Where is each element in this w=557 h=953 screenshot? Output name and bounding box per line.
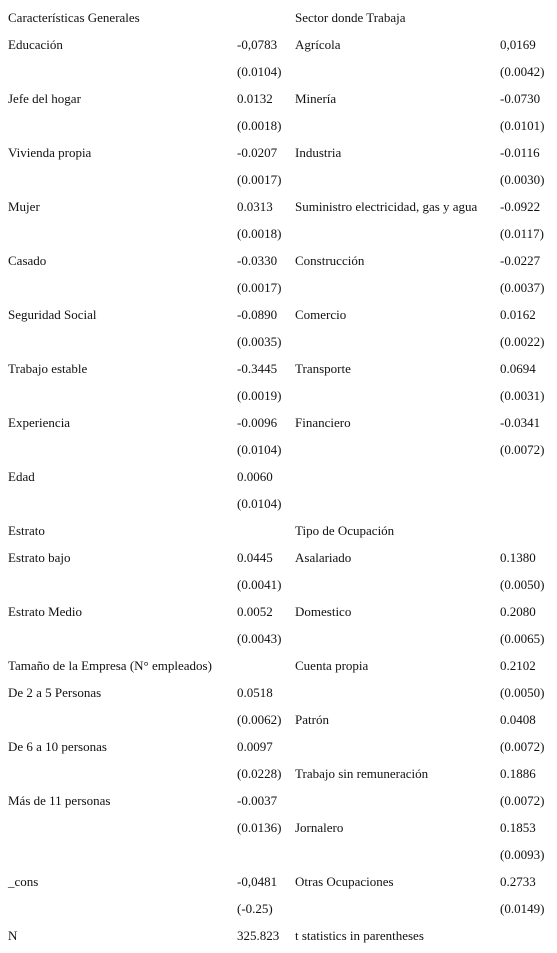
sector-label: Domestico bbox=[295, 604, 352, 619]
coefficient: (0.0104) bbox=[237, 442, 282, 457]
sector-coefficient: (0.0022) bbox=[500, 334, 545, 349]
row-label: Tamaño de la Empresa (N° empleados) bbox=[8, 658, 212, 673]
coefficient: -0,0481 bbox=[237, 874, 278, 889]
sector-coefficient: (0.0149) bbox=[500, 901, 545, 916]
sector-coefficient: -0.0116 bbox=[500, 145, 540, 160]
sector-label: Sector donde Trabaja bbox=[295, 10, 406, 25]
sector-label: Construcción bbox=[295, 253, 365, 268]
coefficient: 0.0060 bbox=[237, 469, 273, 484]
table-row bbox=[0, 814, 557, 841]
coefficient: (0.0136) bbox=[237, 820, 282, 835]
row-label: De 6 a 10 personas bbox=[8, 739, 107, 754]
coefficient: (0.0062) bbox=[237, 712, 282, 727]
table-row bbox=[0, 841, 557, 868]
table-row bbox=[0, 4, 557, 31]
row-label: Vivienda propia bbox=[8, 145, 92, 160]
table-row bbox=[0, 409, 557, 436]
sector-coefficient: (0.0037) bbox=[500, 280, 545, 295]
sector-label: Minería bbox=[295, 91, 337, 106]
table-row bbox=[0, 328, 557, 355]
coefficient: 325.823 bbox=[237, 928, 280, 943]
coefficient: -0,0783 bbox=[237, 37, 278, 52]
table-row bbox=[0, 679, 557, 706]
sector-coefficient: (0.0030) bbox=[500, 172, 545, 187]
row-label: Educación bbox=[8, 37, 63, 52]
coefficient: (0.0041) bbox=[237, 577, 282, 592]
row-label: Casado bbox=[8, 253, 47, 268]
coefficient: (0.0043) bbox=[237, 631, 282, 646]
table-row bbox=[0, 733, 557, 760]
sector-coefficient: 0.2733 bbox=[500, 874, 536, 889]
coefficient: (0.0228) bbox=[237, 766, 282, 781]
row-label: De 2 a 5 Personas bbox=[8, 685, 102, 700]
coefficient: (0.0018) bbox=[237, 226, 282, 241]
coefficient: 0.0445 bbox=[237, 550, 273, 565]
row-label: Estrato Medio bbox=[8, 604, 83, 619]
sector-label: Jornalero bbox=[295, 820, 344, 835]
table-row bbox=[0, 274, 557, 301]
table-row bbox=[0, 625, 557, 652]
sector-label: t statistics in parentheses bbox=[295, 928, 424, 943]
coefficient: 0.0097 bbox=[237, 739, 273, 754]
table-row bbox=[0, 220, 557, 247]
sector-coefficient: (0.0065) bbox=[500, 631, 545, 646]
sector-coefficient: (0.0050) bbox=[500, 577, 545, 592]
sector-coefficient: 0.1380 bbox=[500, 550, 536, 565]
sector-coefficient: 0.0162 bbox=[500, 307, 536, 322]
table-row bbox=[0, 247, 557, 274]
sector-coefficient: (0.0072) bbox=[500, 793, 545, 808]
coefficient: 0.0132 bbox=[237, 91, 273, 106]
coefficient: -0.3445 bbox=[237, 361, 278, 376]
row-label: Experiencia bbox=[8, 415, 71, 430]
sector-coefficient: (0.0042) bbox=[500, 64, 545, 79]
sector-coefficient: 0.2080 bbox=[500, 604, 536, 619]
table-row bbox=[0, 166, 557, 193]
table-row bbox=[0, 868, 557, 895]
regression-results-table bbox=[0, 4, 557, 949]
table-row bbox=[0, 787, 557, 814]
row-label: Estrato bbox=[8, 523, 45, 538]
table-row bbox=[0, 436, 557, 463]
coefficient: (0.0104) bbox=[237, 496, 282, 511]
sector-coefficient: 0.1853 bbox=[500, 820, 536, 835]
sector-coefficient: (0.0072) bbox=[500, 442, 545, 457]
table-row bbox=[0, 652, 557, 679]
table-row bbox=[0, 706, 557, 733]
sector-label: Comercio bbox=[295, 307, 347, 322]
table-row bbox=[0, 112, 557, 139]
table-row bbox=[0, 490, 557, 517]
sector-label: Patrón bbox=[295, 712, 329, 727]
table-row bbox=[0, 31, 557, 58]
sector-label: Tipo de Ocupación bbox=[295, 523, 395, 538]
table-row bbox=[0, 922, 557, 949]
coefficient: -0.0207 bbox=[237, 145, 278, 160]
coefficient: (0.0018) bbox=[237, 118, 282, 133]
row-label: Edad bbox=[8, 469, 35, 484]
sector-coefficient: 0.0694 bbox=[500, 361, 536, 376]
sector-coefficient: (0.0031) bbox=[500, 388, 545, 403]
row-label: Más de 11 personas bbox=[8, 793, 111, 808]
coefficient: 0.0518 bbox=[237, 685, 273, 700]
table-row bbox=[0, 571, 557, 598]
sector-label: Trabajo sin remuneración bbox=[295, 766, 429, 781]
sector-coefficient: (0.0050) bbox=[500, 685, 545, 700]
table-row bbox=[0, 139, 557, 166]
sector-label: Cuenta propia bbox=[295, 658, 369, 673]
coefficient: -0.0096 bbox=[237, 415, 278, 430]
coefficient: (-0.25) bbox=[237, 901, 273, 916]
table-row bbox=[0, 382, 557, 409]
sector-coefficient: (0.0072) bbox=[500, 739, 545, 754]
sector-coefficient: -0.0922 bbox=[500, 199, 541, 214]
table-row bbox=[0, 598, 557, 625]
sector-label: Asalariado bbox=[295, 550, 352, 565]
sector-coefficient: 0,0169 bbox=[500, 37, 536, 52]
coefficient: -0.0330 bbox=[237, 253, 278, 268]
sector-label: Financiero bbox=[295, 415, 351, 430]
sector-coefficient: (0.0093) bbox=[500, 847, 545, 862]
row-label: Trabajo estable bbox=[8, 361, 88, 376]
coefficient: -0.0890 bbox=[237, 307, 278, 322]
table-row bbox=[0, 193, 557, 220]
coefficient: 0.0052 bbox=[237, 604, 273, 619]
sector-coefficient: -0.0341 bbox=[500, 415, 541, 430]
sector-coefficient: -0.0730 bbox=[500, 91, 541, 106]
coefficient: 0.0313 bbox=[237, 199, 273, 214]
table-row bbox=[0, 463, 557, 490]
coefficient: -0.0037 bbox=[237, 793, 278, 808]
row-label: Estrato bajo bbox=[8, 550, 71, 565]
sector-coefficient: (0.0117) bbox=[500, 226, 544, 241]
sector-label: Agrícola bbox=[295, 37, 341, 52]
table-row bbox=[0, 85, 557, 112]
table-row bbox=[0, 544, 557, 571]
coefficient: (0.0017) bbox=[237, 280, 282, 295]
sector-label: Transporte bbox=[295, 361, 351, 376]
table-row bbox=[0, 517, 557, 544]
sector-label: Industria bbox=[295, 145, 342, 160]
sector-coefficient: -0.0227 bbox=[500, 253, 541, 268]
table-row bbox=[0, 760, 557, 787]
table-row bbox=[0, 895, 557, 922]
coefficient: (0.0019) bbox=[237, 388, 282, 403]
row-label: N bbox=[8, 928, 18, 943]
row-label: Mujer bbox=[8, 199, 40, 214]
row-label: Características Generales bbox=[8, 10, 140, 25]
table-row bbox=[0, 58, 557, 85]
sector-coefficient: 0.1886 bbox=[500, 766, 536, 781]
row-label: Seguridad Social bbox=[8, 307, 97, 322]
row-label: Jefe del hogar bbox=[8, 91, 81, 106]
sector-label: Suministro electricidad, gas y agua bbox=[295, 199, 478, 214]
sector-coefficient: 0.0408 bbox=[500, 712, 536, 727]
sector-coefficient: (0.0101) bbox=[500, 118, 545, 133]
table-row bbox=[0, 301, 557, 328]
table-row bbox=[0, 355, 557, 382]
row-label: _cons bbox=[8, 874, 39, 889]
sector-label: Otras Ocupaciones bbox=[295, 874, 394, 889]
sector-coefficient: 0.2102 bbox=[500, 658, 536, 673]
coefficient: (0.0035) bbox=[237, 334, 282, 349]
coefficient: (0.0017) bbox=[237, 172, 282, 187]
coefficient: (0.0104) bbox=[237, 64, 282, 79]
